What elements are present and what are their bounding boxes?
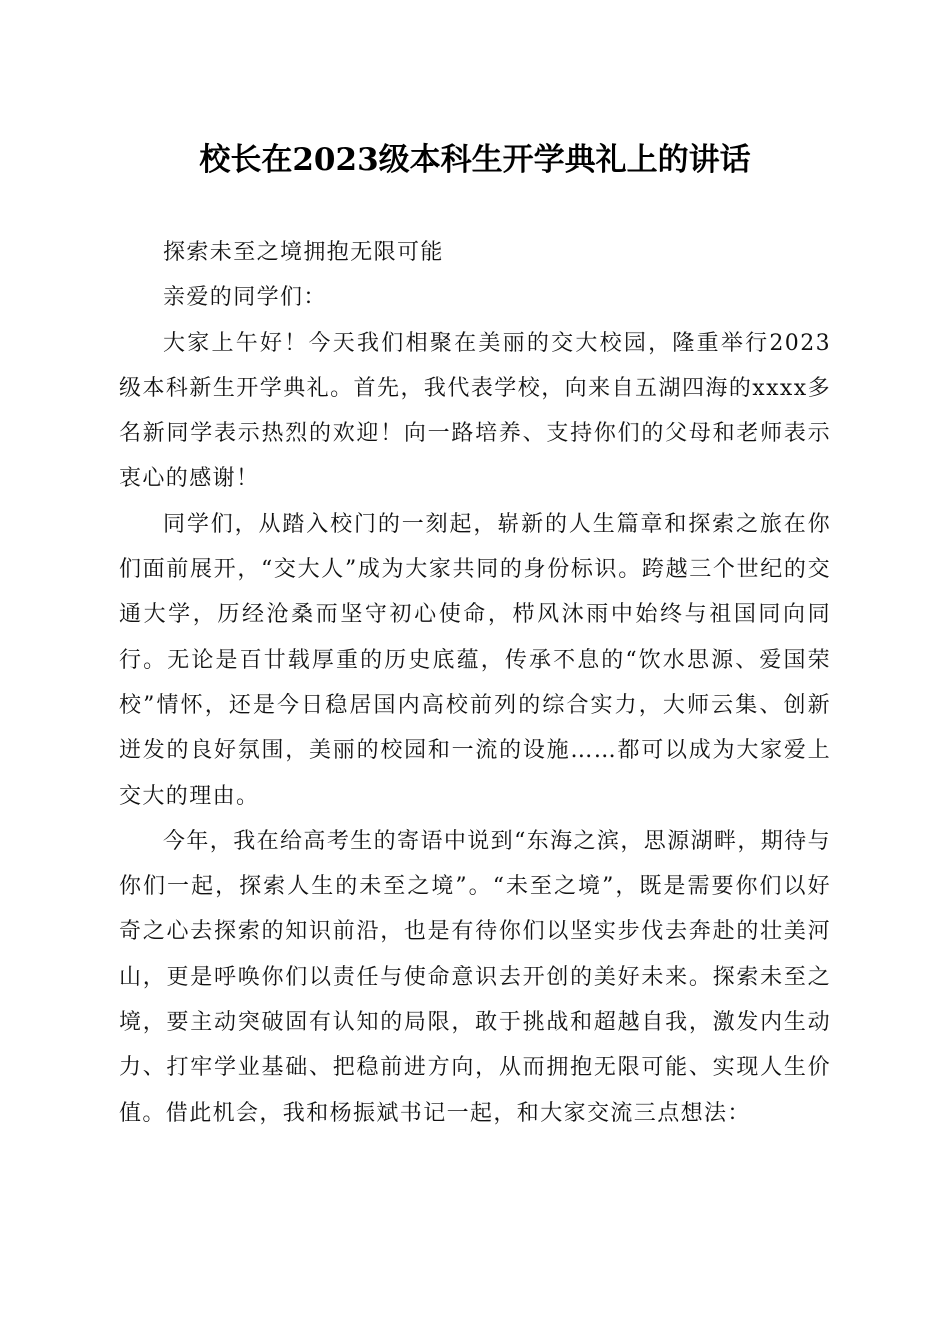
document-title: 校长在2023级本科生开学典礼上的讲话 <box>199 142 751 178</box>
paragraph-history: 同学们，从踏入校门的一刻起，崭新的人生篇章和探索之旅在你们面前展开，“交大人”成为大家共同的身份标识。跨越三个世纪的交通大学，历经沧桑而坚守初心使命，栉风沐雨中始终与祖国同向同行。无论是百廿载厚重的历史底蕴，传承不息的“饮水思源、爱国荣校”情怀，还是今日稳居国内高校前列的综合实力，大师云集、创新迸发的良好氛围，美丽的校园和一流的设施……都可以成为大家爱上交大的理由。 <box>119 511 831 809</box>
document-subtitle: 探索未至之境拥抱无限可能 <box>163 240 444 265</box>
document-body <box>119 230 831 1136</box>
paragraph-exploration: 今年，我在给高考生的寄语中说到“东海之滨，思源湖畔，期待与你们一起，探索人生的未至之境”。“未至之境”，既是需要你们以好奇之心去探索的知识前沿，也是有待你们以坚实步伐去奔赴的壮美河山，更是呼唤你们以责任与使命意识去开创的美好未来。探索未至之境，要主动突破固有认知的局限，敢于挑战和超越自我，激发内生动力、打牢学业基础、把稳前进方向，从而拥抱无限可能、实现人生价值。借此机会，我和杨振斌书记一起，和大家交流三点想法： <box>119 828 831 1126</box>
salutation: 亲爱的同学们： <box>163 285 327 311</box>
paragraph-greeting: 大家上午好！今天我们相聚在美丽的交大校园，隆重举行2023级本科新生开学典礼。首先，我代表学校，向来自五湖四海的xxxx多名新同学表示热烈的欢迎！向一路培养、支持你们的父母和老师表示衷心的感谢！ <box>119 330 831 492</box>
